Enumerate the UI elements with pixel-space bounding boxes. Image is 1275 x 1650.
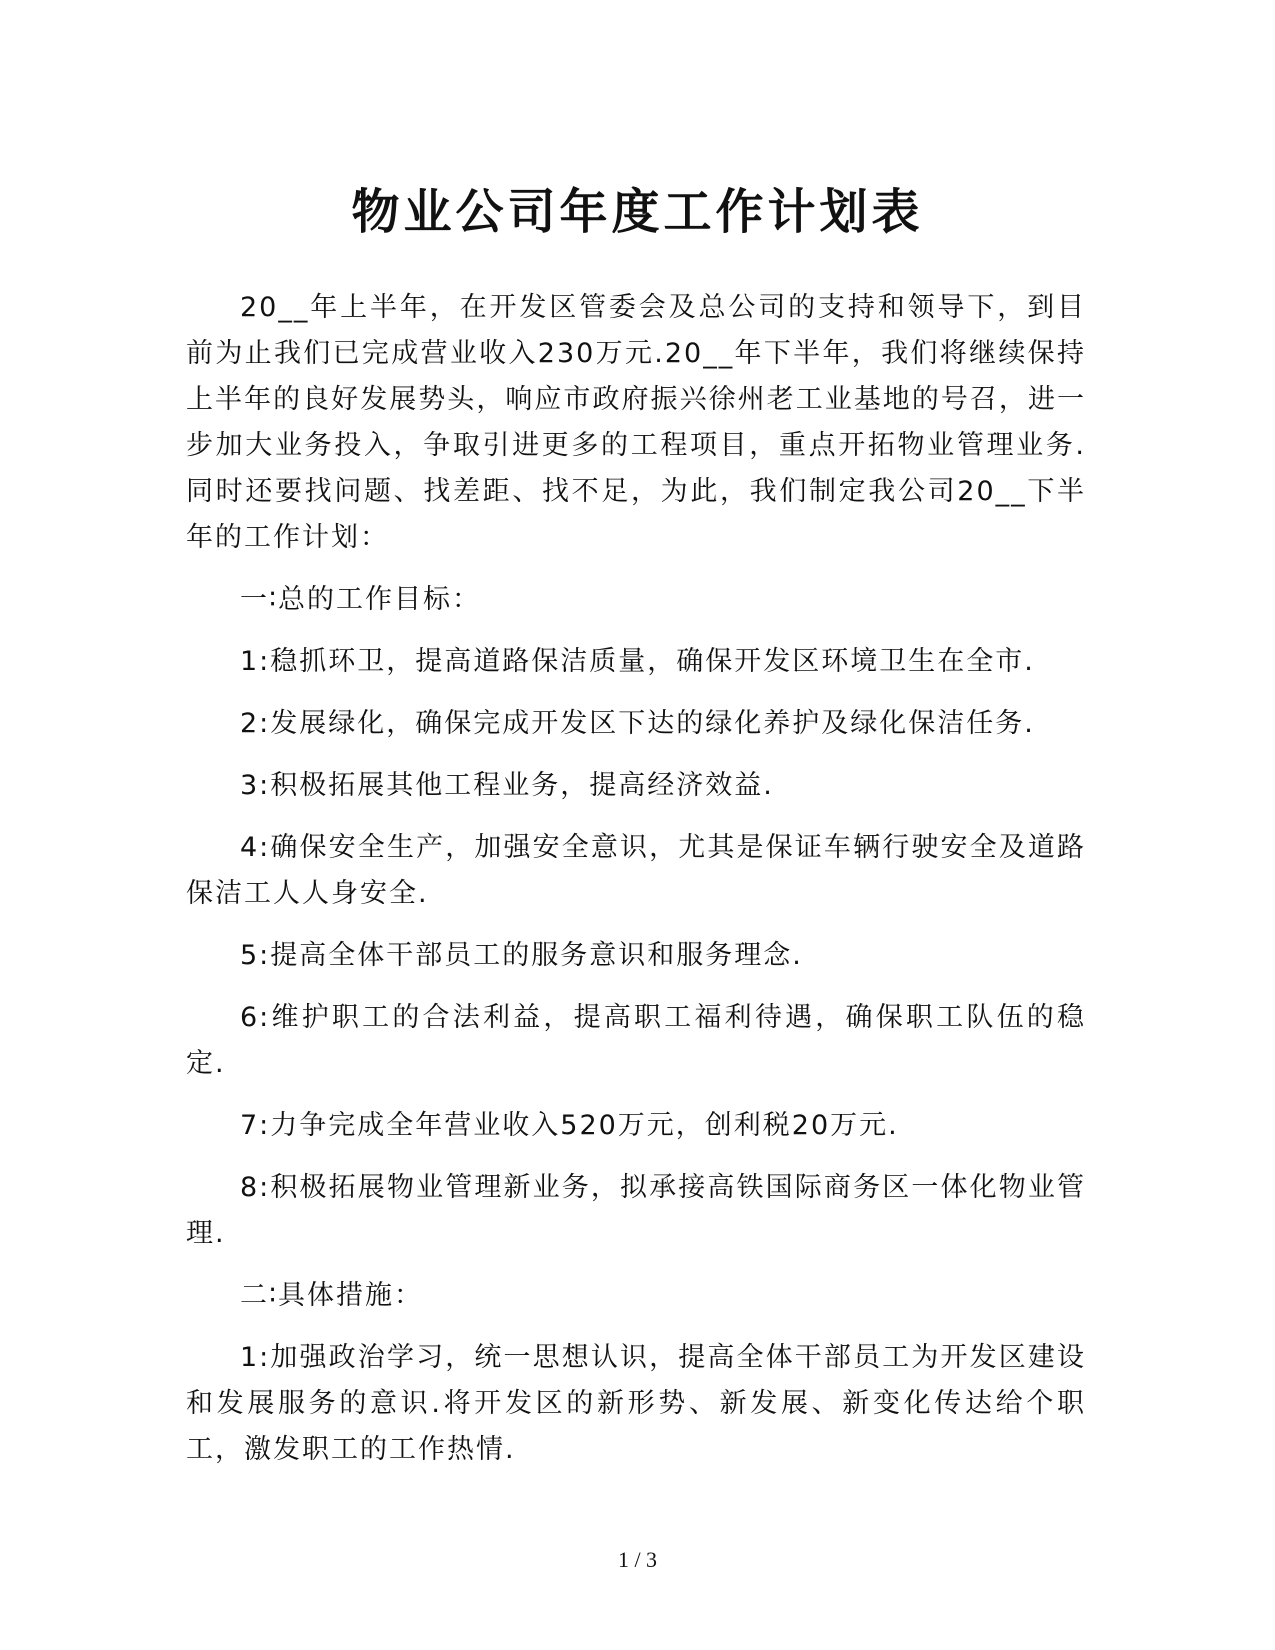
goal-item-5: 5:提高全体干部员工的服务意识和服务理念. bbox=[240, 940, 803, 971]
section-heading-measures: 二∶具体措施： bbox=[240, 1280, 424, 1311]
goal-item-3: 3:积极拓展其他工程业务，提高经济效益. bbox=[240, 770, 774, 801]
page-number: 1 / 3 bbox=[617, 1547, 658, 1572]
goal-item-4: 4:确保安全生产，加强安全意识，尤其是保证车辆行驶安全及道路保洁工人人身安全. bbox=[186, 832, 1086, 909]
page-title: 物业公司年度工作计划表 bbox=[351, 184, 924, 241]
document-body bbox=[186, 285, 1086, 1489]
goal-item-8: 8:积极拓展物业管理新业务，拟承接高铁国际商务区一体化物业管理. bbox=[186, 1172, 1086, 1249]
measure-item-1: 1:加强政治学习，统一思想认识，提高全体干部员工为开发区建设和发展服务的意识.将开发区的新形势、新发展、新变化传达给个职工，激发职工的工作热情. bbox=[186, 1342, 1086, 1465]
goal-item-2: 2:发展绿化，确保完成开发区下达的绿化养护及绿化保洁任务. bbox=[240, 708, 1035, 739]
goal-item-1: 1:稳抓环卫，提高道路保洁质量，确保开发区环境卫生在全市. bbox=[240, 646, 1035, 677]
section-heading-goals: 一∶总的工作目标： bbox=[240, 584, 482, 615]
goal-item-6: 6:维护职工的合法利益，提高职工福利待遇，确保职工队伍的稳定. bbox=[186, 1002, 1086, 1079]
paragraph-intro: 20__年上半年，在开发区管委会及总公司的支持和领导下，到目前为止我们已完成营业收入230万元.20__年下半年，我们将继续保持上半年的良好发展势头，响应市政府振兴徐州老工业基地的号召，进一步加大业务投入，争取引进更多的工程项目，重点开拓物业管理业务.同时还要找问题、找差距、找不足，为此，我们制定我公司20__下半年的工作计划： bbox=[186, 292, 1086, 553]
goal-item-7: 7:力争完成全年营业收入520万元，创利税20万元. bbox=[240, 1110, 899, 1141]
